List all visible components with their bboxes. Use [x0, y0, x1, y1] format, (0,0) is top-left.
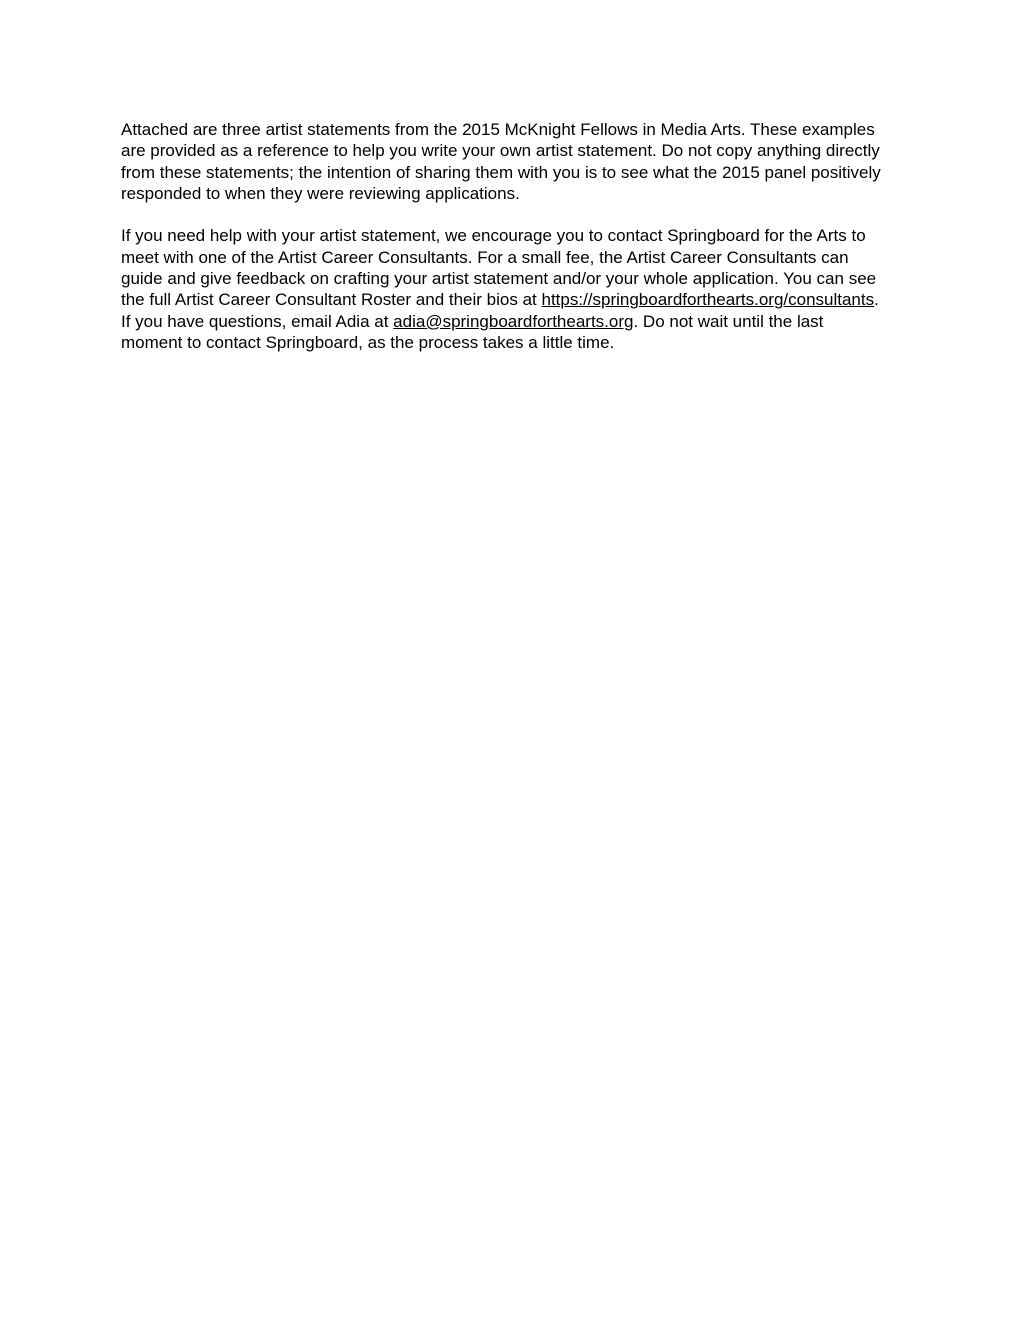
paragraph: [121, 225, 887, 353]
adia-email-link[interactable]: adia@springboardforthearts.org: [393, 311, 634, 331]
text-run: . If you have questions, email Adia at: [121, 290, 879, 331]
text-run: Attached are three artist statements from the 2015 McKnight Fellows in Media Arts. These examples are provided as a reference to help you write your own artist statement. Do not copy anything directly from these statements; the intention of sharing them with you is to see what the 2015 panel positively responded to when they were reviewing applications.: [121, 120, 881, 203]
document-body: [121, 119, 887, 353]
consultants-roster-link[interactable]: https://​springboardforthearts.org/consultants: [541, 290, 875, 310]
paragraph: [121, 119, 887, 204]
text-run: If you need help with your artist statement, we encourage you to contact Springboard for the Arts to meet with one of the Artist Career Consultants. For a small fee, the Artist Career Consultants can guide and give feedback on crafting your artist statement and/or your whole application. You can see the full Artist Career Consultant Roster and their bios at: [121, 226, 877, 310]
text-run: . Do not wait until the last moment to contact Springboard, as the process takes a little time.: [121, 311, 824, 352]
